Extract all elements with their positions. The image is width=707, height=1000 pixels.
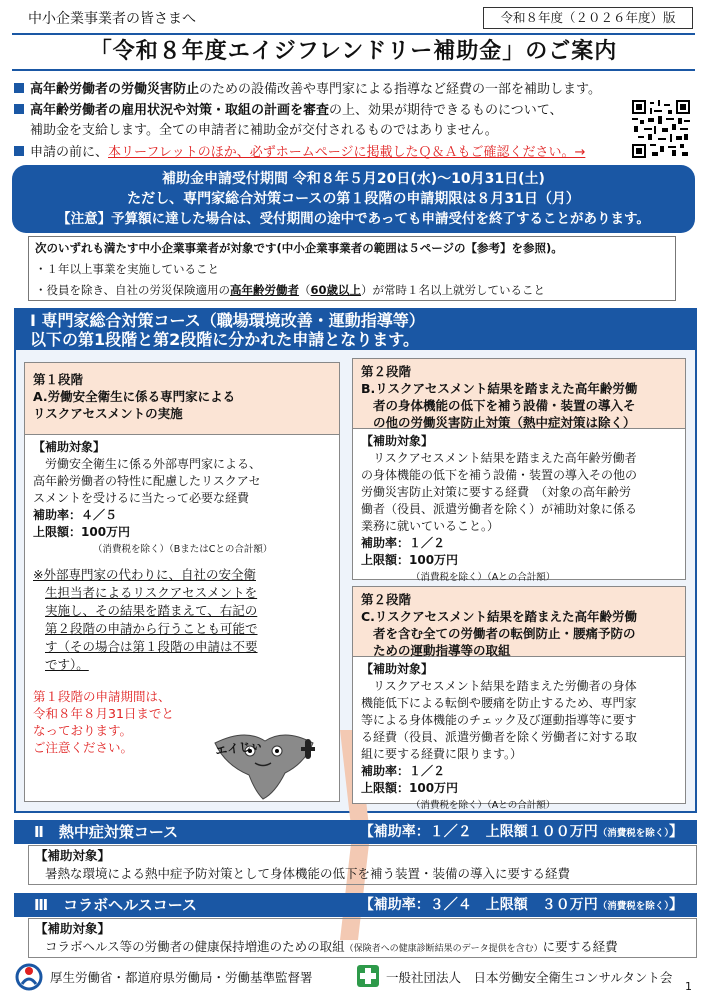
stage-2c-body: 【補助対象】 リスクアセスメント結果を踏まえた労働者の身体 機能低下による転倒や腰痛を防止するため、専門家 等による身体機能のチェック及び運動指導等に要す る経費（役員、派遣労働者を除く労働者に対する取 組に要する経費に限ります。） 補助率：１／２ 上限額：100万円 （消費税を除く）（Aとの合計額）: [353, 657, 685, 818]
mascot-name: エイじぃ: [214, 737, 264, 759]
stage-1-cap: 上限額：100万円: [33, 525, 131, 539]
course-3-header: Ⅲ コラボヘルスコース 【補助率：３／４ 上限額 ３０万円（消費税を除く）】: [14, 893, 697, 917]
stage-2c-card: [352, 586, 686, 811]
qa-link[interactable]: 本リーフレットのほか、必ずホームページに掲載したＱ＆Ａもご確認ください。→: [108, 145, 586, 160]
intro-bullet-3: 申請の前に、本リーフレットのほか、必ずホームページに掲載したＱ＆Ａもご確認ください。→: [14, 143, 585, 162]
deadline-notice: 【注意】予算額に達した場合は、受付期間の途中であっても申請受付を終了することがあります。: [57, 211, 650, 227]
stage-1-body: 【補助対象】 労働安全衛生に係る外部専門家による、 高年齢労働者の特性に配慮したリスクアセ スメントを受けるに当たって必要な経費 補助率：４／５ 上限額：100万円 （消費税を除く）（BまたはCとの合計額） ※外部専門家の代わりに、自社の安全衛 生担当者によるリスクアセスメントを 実施し、その結果を踏まえて、右記の 第２段階の申請から行うことも可能で す（その場合は第１段階の申請は不要 です）。 第１段階の申請期間は、 令和８年８月31日までと なっております。 ご注意ください。: [25, 435, 339, 760]
footer-association: 一般社団法人 日本労働安全衛生コンサルタント会: [386, 970, 673, 985]
deadline-stage1: ただし、専門家総合対策コースの第１段階の申請期限は８月31日（月）: [127, 191, 580, 207]
stage-2b-body: 【補助対象】 リスクアセスメント結果を踏まえた高年齢労働者 の身体機能の低下を補う設備・装置の導入その他の 労働災害防止対策に要する経費 （対象の高年齢労 働者（役員、派遣労働者を除く）が補助対象に係る 業務に就いていること。） 補助率：１／２ 上限額：100万円 （消費税を除く）（Aとの合計額）: [353, 429, 685, 590]
course-2-body: 【補助対象】 暑熱な環境による熱中症予防対策として身体機能の低下を補う装置・装備の導入に要する経費: [28, 845, 697, 885]
qr-code-icon[interactable]: [632, 100, 690, 158]
course-1-header: Ⅰ 専門家総合対策コース（職場環境改善・運動指導等） 以下の第1段階と第2段階に分かれた申請となります。: [16, 310, 695, 350]
mascot-stingray-icon: [205, 723, 325, 801]
stage-1-header: 第１段階 A.労働安全衛生に係る専門家による リスクアセスメントの実施: [25, 363, 339, 435]
intro-bullet-2-line2: 補助金を支給します。全ての申請者に補助金が交付されるものではありません。: [30, 123, 498, 138]
deadline-banner: [12, 165, 695, 233]
mhlw-logo-icon: [14, 962, 44, 992]
stage-2c-rate: 補助率：１／２: [361, 764, 446, 778]
square-bullet-icon: [14, 146, 24, 156]
intro-bullet-1: 高年齢労働者の労働災害防止のための設備改善や専門家による指導など経費の一部を補助します。: [14, 80, 601, 99]
page-title: 「令和８年度エイジフレンドリー補助金」のご案内: [12, 33, 695, 71]
course-2-header: Ⅱ 熱中症対策コース 【補助率：１／２ 上限額１００万円（消費税を除く）】: [14, 820, 697, 844]
eligibility-req-2: ・役員を除き、自社の労災保険適用の高年齢労働者（60歳以上）が常時１名以上就労していること: [35, 283, 546, 297]
jashcon-logo-icon: [356, 964, 380, 988]
stage-1-rate: 補助率：４／５: [33, 508, 118, 522]
course-3-body: 【補助対象】 コラボヘルス等の労働者の健康保持増進のための取組（保険者への健康診断結果のデータ提供を含む）に要する経費: [28, 918, 697, 958]
edition-label: 令和８年度（２０２６年度）版: [483, 7, 693, 29]
square-bullet-icon: [14, 104, 24, 114]
eligibility-req-1: ・１年以上事業を実施していること: [35, 262, 219, 276]
deadline-period: 補助金申請受付期間 令和８年５月20日(水)～10月31日(土): [162, 171, 545, 187]
eligibility-lead: 次のいずれも満たす中小企業事業者が対象です(中小企業事業者の範囲は５ページの【参考】を参照)。: [35, 241, 563, 255]
page-number: 1: [685, 980, 692, 993]
stage-1-alt-note: ※外部専門家の代わりに、自社の安全衛 生担当者によるリスクアセスメントを 実施し、その結果を踏まえて、右記の 第２段階の申請から行うことも可能で す（その場合は第１段階の申請は不要 です）。: [33, 567, 258, 672]
stage-2c-header: 第２段階 C.リスクアセスメント結果を踏まえた高年齢労働 者を含む全ての労働者の転倒防止・腰痛予防の ための運動指導等の取組: [353, 587, 685, 657]
course-1-section: [14, 308, 697, 813]
course-2-rate: 【補助率：１／２ 上限額１００万円（消費税を除く）】: [359, 824, 683, 840]
stage-2b-header: 第２段階 B.リスクアセスメント結果を踏まえた高年齢労働 者の身体機能の低下を補う設備・装置の導入そ の他の労働災害防止対策（熱中症対策は除く）: [353, 359, 685, 429]
stage-2b-cap: 上限額：100万円: [361, 553, 459, 567]
stage-1-card: [24, 362, 340, 802]
intro-bullet-2: 高年齢労働者の雇用状況や対策・取組の計画を審査の上、効果が期待できるものについて、: [14, 101, 563, 120]
stage-2c-cap: 上限額：100万円: [361, 781, 459, 795]
stage-2b-card: [352, 358, 686, 583]
footer-ministry: 厚生労働省・都道府県労働局・労働基準監督署: [50, 970, 313, 985]
audience-label: 中小企業事業者の皆さまへ: [28, 11, 196, 27]
stage-1-deadline-note: 第１段階の申請期間は、 令和８年８月31日までと なっております。 ご注意ください。: [33, 689, 174, 755]
course-3-rate: 【補助率：３／４ 上限額 ３０万円（消費税を除く）】: [359, 897, 683, 913]
square-bullet-icon: [14, 83, 24, 93]
eligibility-box: [28, 236, 676, 301]
stage-2b-rate: 補助率：１／２: [361, 536, 446, 550]
